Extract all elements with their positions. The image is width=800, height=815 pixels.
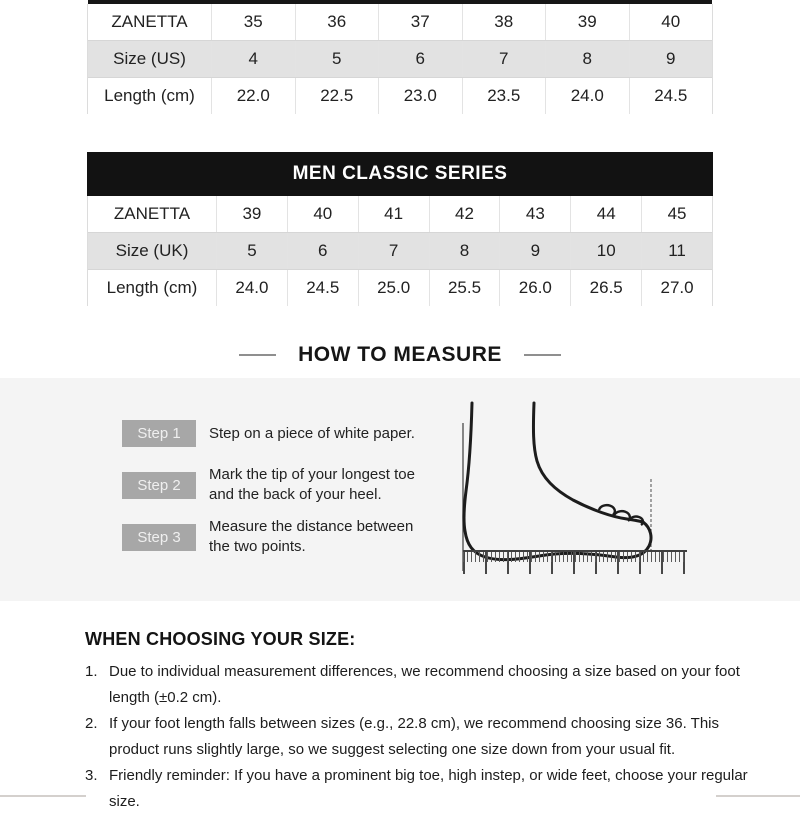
value-cell: 25.0 xyxy=(358,270,429,306)
value-cell: 24.5 xyxy=(287,270,358,306)
value-cell: 10 xyxy=(570,233,641,269)
size-note-item xyxy=(85,659,750,711)
how-to-measure-heading xyxy=(0,338,800,372)
value-cell: 37 xyxy=(378,4,462,40)
list-number: 1. xyxy=(85,663,98,680)
value-cell: 23.5 xyxy=(462,78,546,114)
value-cell: 43 xyxy=(499,196,570,232)
foot-measurement-illustration xyxy=(455,393,715,573)
measure-step xyxy=(122,465,415,505)
bottom-frame-line-right xyxy=(716,795,800,797)
men-size-table xyxy=(87,196,713,306)
list-number: 3. xyxy=(85,767,98,784)
table-row xyxy=(88,269,712,306)
step-text: Mark the tip of your longest toe and the back of your heel. xyxy=(209,466,415,503)
table-row xyxy=(88,196,712,232)
value-cell: 26.0 xyxy=(499,270,570,306)
value-cell: 39 xyxy=(545,4,629,40)
value-cell: 24.0 xyxy=(216,270,287,306)
size-note-item xyxy=(85,711,750,763)
size-note-item xyxy=(85,763,750,815)
value-cell: 27.0 xyxy=(641,270,712,306)
step-text: Measure the distance between the two points. xyxy=(209,518,414,555)
bottom-frame-line-left xyxy=(0,795,86,797)
value-cell: 5 xyxy=(216,233,287,269)
row-label-cell: Size (US) xyxy=(113,49,186,68)
value-cell: 42 xyxy=(429,196,500,232)
value-cell: 44 xyxy=(570,196,641,232)
measure-step xyxy=(122,517,415,557)
list-text: If your foot length falls between sizes (e.g., 22.8 cm), we recommend choosing size 36. This product runs slightly large, so we suggest selecting one size down from your usual fit. xyxy=(109,715,720,758)
value-cell: 8 xyxy=(545,41,629,77)
value-cell: 24.0 xyxy=(545,78,629,114)
row-label-cell: Length (cm) xyxy=(106,278,198,297)
value-cell: 22.0 xyxy=(211,78,295,114)
list-text: Due to individual measurement differences, we recommend choosing a size based on your foot length (±0.2 cm). xyxy=(109,663,740,706)
measure-panel xyxy=(0,378,800,601)
value-cell: 40 xyxy=(287,196,358,232)
value-cell: 35 xyxy=(211,4,295,40)
value-cell: 9 xyxy=(499,233,570,269)
table-row xyxy=(88,40,712,77)
list-text: Friendly reminder: If you have a prominent big toe, high instep, or wide feet, choose your regular size. xyxy=(109,767,748,810)
table-row xyxy=(88,4,712,40)
value-cell: 8 xyxy=(429,233,500,269)
table-row xyxy=(88,232,712,269)
value-cell: 22.5 xyxy=(295,78,379,114)
value-cell: 45 xyxy=(641,196,712,232)
choosing-size-section xyxy=(85,629,750,815)
value-cell: 40 xyxy=(629,4,713,40)
table-row xyxy=(88,77,712,114)
value-cell: 24.5 xyxy=(629,78,713,114)
value-cell: 39 xyxy=(216,196,287,232)
value-cell: 23.0 xyxy=(378,78,462,114)
heading-dash-left xyxy=(239,354,276,356)
value-cell: 11 xyxy=(641,233,712,269)
value-cell: 41 xyxy=(358,196,429,232)
row-label-cell: Length (cm) xyxy=(104,86,195,105)
value-cell: 7 xyxy=(358,233,429,269)
heading-dash-right xyxy=(524,354,561,356)
value-cell: 6 xyxy=(378,41,462,77)
row-label-cell: Size (UK) xyxy=(115,241,189,260)
step-badge: Step 3 xyxy=(122,524,196,551)
step-text: Step on a piece of white paper. xyxy=(209,424,415,442)
row-label-cell: ZANETTA xyxy=(111,12,188,31)
foot-outline-back xyxy=(464,403,651,560)
row-label-cell: ZANETTA xyxy=(113,204,191,223)
step-badge: Step 1 xyxy=(122,420,196,447)
how-to-measure-title: HOW TO MEASURE xyxy=(298,343,502,366)
value-cell: 9 xyxy=(629,41,713,77)
list-number: 2. xyxy=(85,715,98,732)
women-size-table xyxy=(87,4,713,114)
measure-step xyxy=(122,420,415,447)
value-cell: 5 xyxy=(295,41,379,77)
foot-outline-front xyxy=(533,403,643,522)
men-series-title: MEN CLASSIC SERIES xyxy=(292,163,508,184)
value-cell: 25.5 xyxy=(429,270,500,306)
value-cell: 6 xyxy=(287,233,358,269)
measure-steps xyxy=(122,420,415,557)
value-cell: 7 xyxy=(462,41,546,77)
value-cell: 36 xyxy=(295,4,379,40)
men-series-header xyxy=(87,152,713,196)
step-badge: Step 2 xyxy=(122,472,196,499)
value-cell: 4 xyxy=(211,41,295,77)
choosing-size-list xyxy=(85,659,750,815)
value-cell: 38 xyxy=(462,4,546,40)
choosing-size-title: WHEN CHOOSING YOUR SIZE: xyxy=(85,629,356,649)
ruler-graphic xyxy=(463,550,687,575)
value-cell: 26.5 xyxy=(570,270,641,306)
